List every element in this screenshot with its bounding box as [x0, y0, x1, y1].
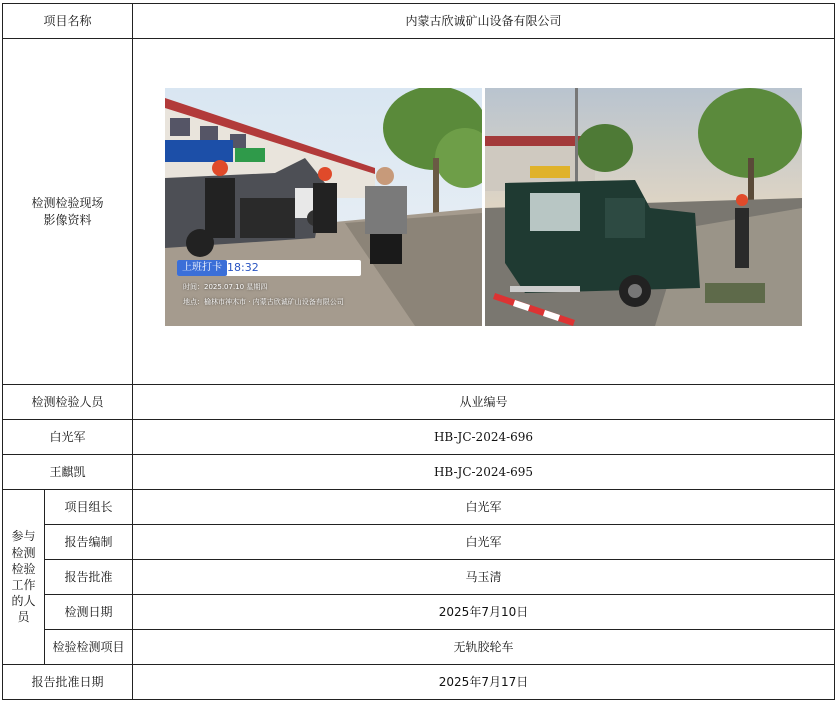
site-media-label: 检测检验现场 影像资料 [3, 39, 133, 385]
project-name-label: 项目名称 [3, 4, 133, 39]
staff-row [3, 560, 835, 595]
personnel-row [3, 420, 835, 455]
staff-role-value: 2025年7月10日 [133, 595, 835, 630]
staff-role-label: 报告批准 [45, 560, 133, 595]
staff-role-value: 白光军 [133, 490, 835, 525]
staff-role-value: 马玉清 [133, 560, 835, 595]
project-name-value: 内蒙古欣诚矿山设备有限公司 [133, 4, 835, 39]
personnel-header-row [3, 385, 835, 420]
site-photo-2 [485, 88, 802, 326]
inspectors-label: 检测检验人员 [3, 385, 133, 420]
approval-date-label: 报告批准日期 [3, 665, 133, 700]
staff-role-value: 无轨胶轮车 [133, 630, 835, 665]
site-photo-1 [165, 88, 482, 326]
personnel-row [3, 455, 835, 490]
clock-in-badge: 上班打卡 [177, 260, 227, 276]
approval-date-value: 2025年7月17日 [133, 665, 835, 700]
inspector-name: 王麒凯 [3, 455, 133, 490]
staff-role-value: 白光军 [133, 525, 835, 560]
inspection-report-table [2, 3, 835, 700]
clock-in-time: 18:32 [227, 261, 259, 274]
staff-role-label: 检测日期 [45, 595, 133, 630]
staff-role-label: 检验检测项目 [45, 630, 133, 665]
inspector-license-number: HB-JC-2024-695 [133, 455, 835, 490]
staff-row [3, 630, 835, 665]
participating-staff-label: 参与 检测 检验 工作 的人 员 [3, 490, 45, 665]
staff-row [3, 595, 835, 630]
photo-location-line: 地点：榆林市神木市 · 内蒙古欣诚矿山设备有限公司 [183, 298, 344, 306]
site-photo-2-image [485, 88, 802, 326]
media-row [3, 39, 835, 385]
staff-role-label: 项目组长 [45, 490, 133, 525]
inspector-license-number: HB-JC-2024-696 [133, 420, 835, 455]
staff-row [3, 490, 835, 525]
photo-date-line: 时间：2025.07.10 星期四 [183, 283, 268, 291]
staff-role-label: 报告编制 [45, 525, 133, 560]
approval-date-row [3, 665, 835, 700]
staff-row [3, 525, 835, 560]
license-number-header: 从业编号 [133, 385, 835, 420]
site-photos-cell [133, 39, 835, 385]
inspector-name: 白光军 [3, 420, 133, 455]
project-row [3, 4, 835, 39]
